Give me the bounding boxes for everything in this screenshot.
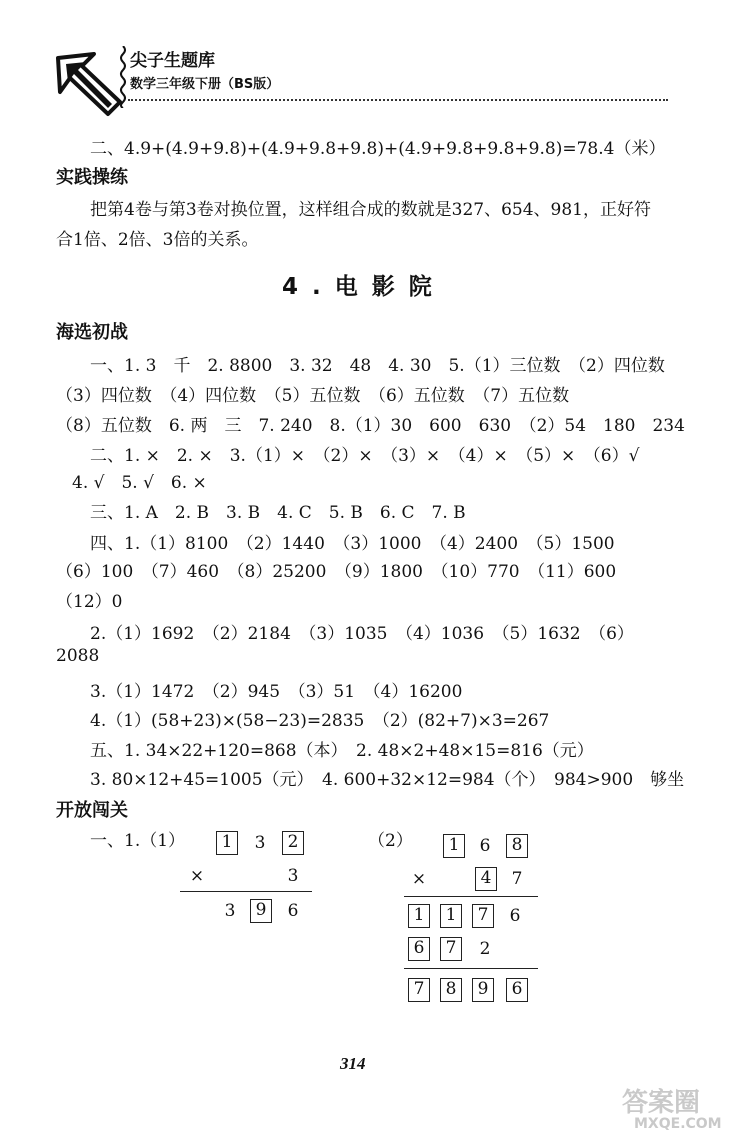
puzzle-label-1: 一、1.（1） [90,831,186,851]
answer-line: 3.（1）1472 （2）945 （3）51 （4）16200 [90,682,463,702]
digit-box: 1 [408,904,430,928]
digit-box: 6 [506,978,528,1002]
digit-box: 4 [475,867,497,891]
digit: 6 [509,906,521,926]
multiply-sign: × [189,866,205,886]
digit-box: 1 [443,834,465,858]
digit-box: 7 [472,904,494,928]
digit-box: 2 [282,831,304,855]
answer-line: 2088 [56,646,100,666]
answer-line: （12）0 [56,592,123,612]
digit-box: 9 [472,978,494,1002]
digit-box: 1 [440,904,462,928]
watermark-text: 答案圈 [622,1088,701,1118]
section-heading-haixuan: 海选初战 [56,322,128,343]
book-subtitle: 数学三年级下册（BS版） [130,77,280,92]
digit-box: 6 [408,937,430,961]
book-title: 尖子生题库 [130,51,215,71]
watermark-url: MXQE.COM [634,1116,722,1132]
digit-box: 7 [408,978,430,1002]
practice-line-2: 合1倍、2倍、3倍的关系。 [56,230,259,250]
answer-line: 四、1.（1）8100 （2）1440 （3）1000 （4）2400 （5）1500 [90,534,615,554]
answer-line: （6）100 （7）460 （8）25200 （9）1800 （10）770 （11）600 [56,562,617,582]
digit-box: 1 [216,831,238,855]
sum-line [404,896,538,897]
digit: 2 [479,939,491,959]
answer-line: 一、1. 3 千 2. 8800 3. 32 48 4. 30 5.（1）三位数 （2）四位数 [90,356,665,376]
sum-line [404,968,538,969]
section-heading-kaifang: 开放闯关 [56,800,128,821]
answer-line: 三、1. A 2. B 3. B 4. C 5. B 6. C 7. B [90,503,466,523]
answer-line: 3. 80×12+45=1005（元） 4. 600+32×12=984（个） 984>900 够坐 [90,770,685,790]
wavy-divider [118,46,128,108]
answer-line: 4. √ 5. √ 6. × [72,473,207,493]
digit: 6 [287,901,299,921]
digit-box: 8 [440,978,462,1002]
answer-line: 2.（1）1692 （2）2184 （3）1035 （4）1036 （5）1632 （6） [90,624,634,644]
practice-line-1: 把第4卷与第3卷对换位置，这样组合成的数就是327、654、981，正好符 [90,200,651,220]
header-dotted-rule [128,99,668,101]
digit-box: 8 [506,834,528,858]
digit: 7 [511,869,523,889]
sum-line [180,891,312,892]
digit-box: 9 [250,899,272,923]
answer-line: 五、1. 34×22+120=868（本） 2. 48×2+48×15=816（元） [90,741,594,761]
answer-line: 二、1. × 2. × 3.（1）× （2）× （3）× （4）× （5）× （6）√ [90,446,640,466]
practice-heading: 实践操练 [56,167,128,188]
chapter-title: 4.电影院 [282,274,446,300]
answer-line: 4.（1）(58+23)×(58−23)=2835 （2）(82+7)×3=267 [90,711,550,731]
answer-line: （8）五位数 6. 两 三 7. 240 8.（1）30 600 630 （2）54 180 234 [56,416,685,436]
digit: 6 [479,836,491,856]
arrow-logo-icon [52,50,124,118]
answer-line: （3）四位数 （4）四位数 （5）五位数 （6）五位数 （7）五位数 [56,386,570,406]
page-number: 314 [340,1054,366,1073]
previous-answer-line: 二、4.9+(4.9+9.8)+(4.9+9.8+9.8)+(4.9+9.8+9.8+9.8)=78.4（米） [90,139,666,159]
multiply-sign: × [411,869,427,889]
digit: 3 [254,833,266,853]
digit: 3 [287,866,299,886]
puzzle-label-2: （2） [368,831,413,851]
digit-box: 7 [440,937,462,961]
digit: 3 [224,901,236,921]
